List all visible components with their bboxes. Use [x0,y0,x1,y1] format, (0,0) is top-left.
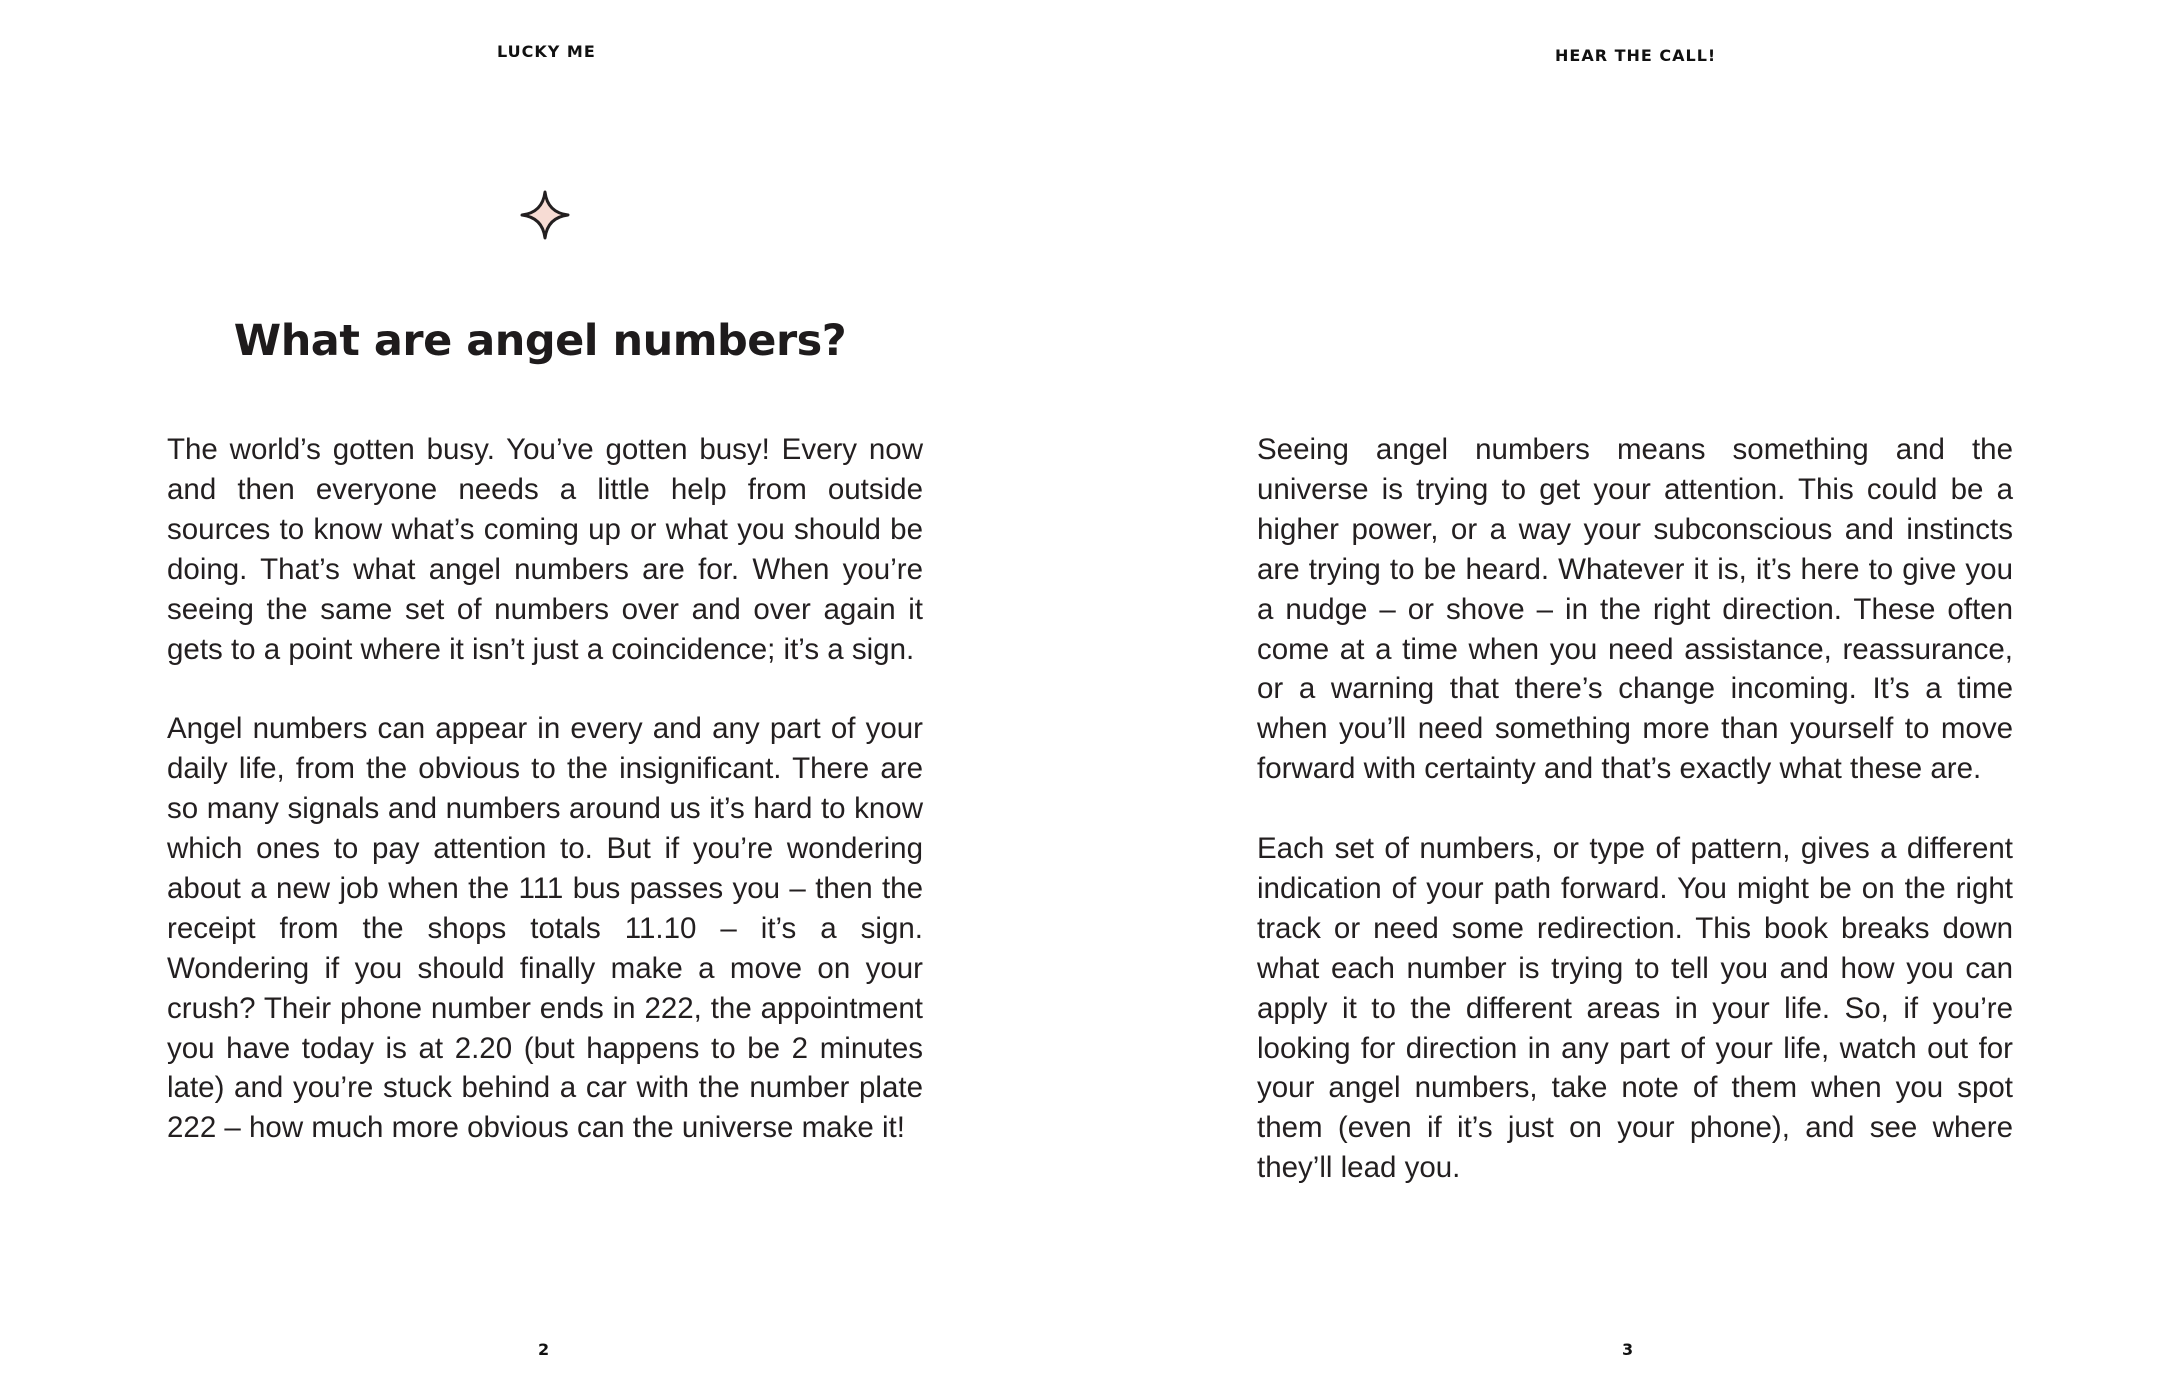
right-page [1080,0,2159,1399]
left-page [0,0,1079,1399]
running-head-left: LUCKY ME [497,42,596,61]
paragraph: Angel numbers can appear in every and any part of your daily life, from the obvious to the insignificant. There are so many signals and numbers around us it’s hard to know which ones to pay attention to. But if you’re wondering about a new job when the 111 bus passes you – then the receipt from the shops totals 11.10 – it’s a sign. Wondering if you should finally make a move on your crush? Their phone number ends in 222, the appointment you have today is at 2.20 (but happens to be 2 minutes late) and you’re stuck behind a car with the number plate 222 – how much more obvious can the universe make it! [167,712,923,1145]
left-body-text [167,430,923,1188]
page-number-left: 2 [538,1340,550,1359]
page-number-right: 3 [1622,1340,1634,1359]
paragraph: The world’s gotten busy. You’ve gotten busy! Every now and then everyone needs a little help from outside sources to know what’s coming up or what you should be doing. That’s what angel numbers are for. When you’re seeing the same set of numbers over and over again it gets to a point where it isn’t just a coincidence; it’s a sign. [167,433,923,666]
page-title: What are angel numbers? [233,316,847,366]
sparkle-icon [520,190,570,240]
paragraph: Seeing angel numbers means something and the universe is trying to get your attention. This could be a higher power, or a way your subconscious and instincts are trying to be heard. Whatever it is, it’s here to give you a nudge – or shove – in the right direction. These often come at a time when you need assistance, reassurance, or a warning that there’s change incoming. It’s a time when you’ll need something more than yourself to move forward with certainty and that’s exactly what these are. [1257,433,2013,786]
right-body-text [1257,430,2013,1228]
paragraph: Each set of numbers, or type of pattern, gives a different indication of your path forward. You might be on the right track or need some redirection. This book breaks down what each number is trying to tell you and how you can apply it to the different areas in your life. So, if you’re looking for direction in any part of your life, watch out for your angel numbers, take note of them when you spot them (even if it’s just on your phone), and see where they’ll lead you. [1257,832,2013,1185]
running-head-right: HEAR THE CALL! [1555,46,1717,65]
